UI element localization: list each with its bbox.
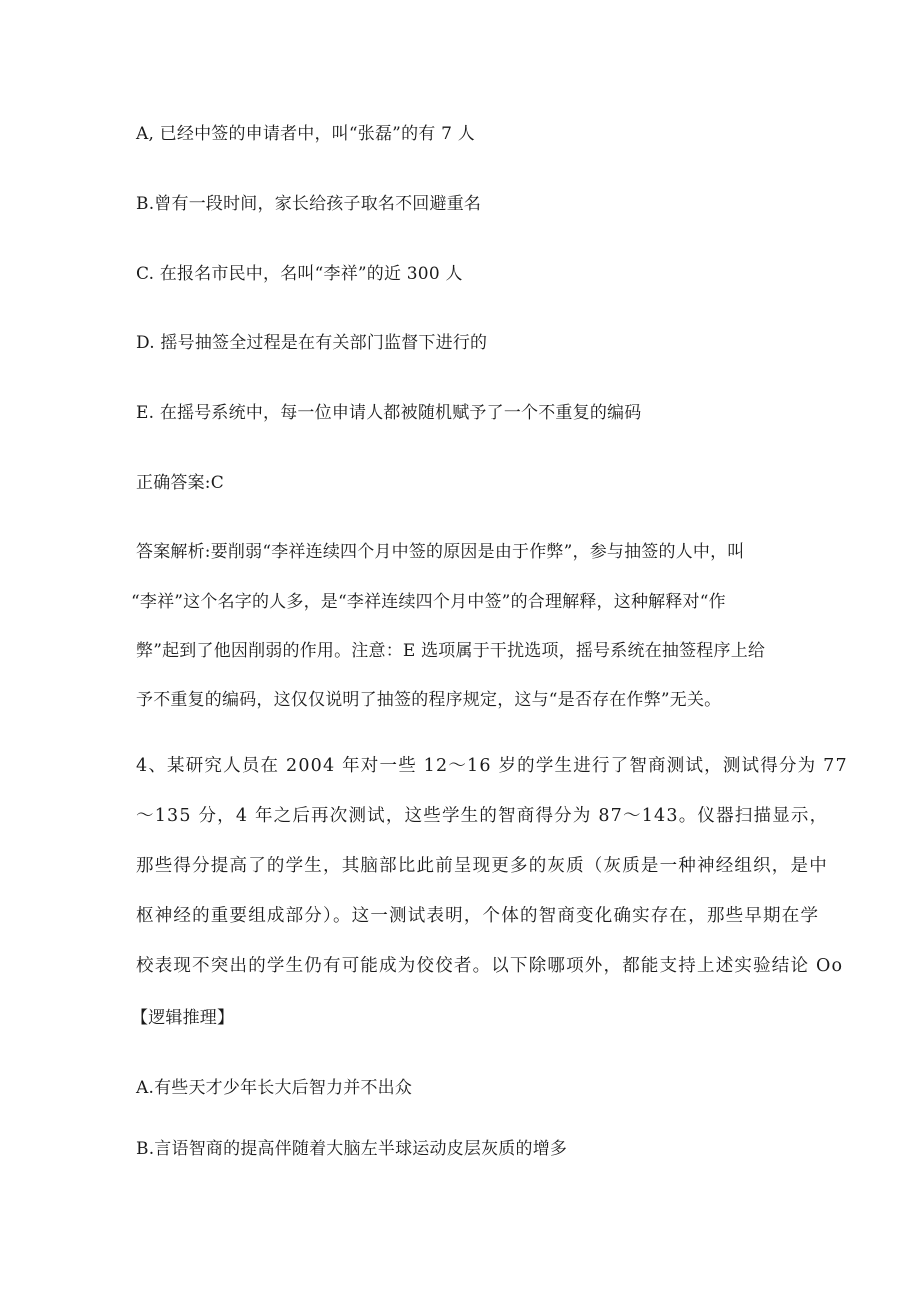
question-4-line: ～135 分，4 年之后再次测试，这些学生的智商得分为 87～143。仪器扫描显示， <box>136 806 829 826</box>
analysis-line: 答案解析:要削弱“李祥连续四个月中签的原因是由于作弊”，参与抽签的人中，叫 <box>136 542 745 562</box>
question-4-line: 4、某研究人员在 2004 年对一些 12～16 岁的学生进行了智商测试，测试得分为 77 <box>136 756 848 776</box>
question-4-line: 那些得分提高了的学生，其脑部比此前呈现更多的灰质（灰质是一种神经组织，是中 <box>136 856 828 876</box>
option-c-prev: C. 在报名市民中，名叫“李祥”的近 300 人 <box>136 264 463 284</box>
option-b-q4: B.言语智商的提高伴随着大脑左半球运动皮层灰质的增多 <box>136 1139 568 1159</box>
option-d-prev: D. 摇号抽签全过程是在有关部门监督下进行的 <box>136 333 488 353</box>
option-a-q4: A.有些天才少年长大后智力并不出众 <box>136 1078 413 1098</box>
option-b-prev: B.曾有一段时间，家长给孩子取名不回避重名 <box>136 194 482 214</box>
question-category: 【逻辑推理】 <box>131 1008 235 1028</box>
analysis-line: “李祥”这个名字的人多，是“李祥连续四个月中签”的合理解释，这种解释对“作 <box>131 592 726 612</box>
analysis-line: 弊”起到了他因削弱的作用。注意：E 选项属于干扰选项，摇号系统在抽签程序上给 <box>136 641 766 661</box>
option-e-prev: E. 在摇号系统中，每一位申请人都被随机赋予了一个不重复的编码 <box>136 403 642 423</box>
option-a-prev: A, 已经中签的申请者中，叫“张磊”的有 7 人 <box>136 124 475 144</box>
correct-answer: 正确答案:C <box>136 473 224 493</box>
question-4-line: 枢神经的重要组成部分）。这一测试表明，个体的智商变化确实存在，那些早期在学 <box>136 906 820 926</box>
question-4-line: 校表现不突出的学生仍有可能成为佼佼者。以下除哪项外，都能支持上述实验结论 Oo <box>136 956 844 976</box>
analysis-line: 予不重复的编码，这仅仅说明了抽签的程序规定，这与“是否存在作弊”无关。 <box>136 690 722 710</box>
